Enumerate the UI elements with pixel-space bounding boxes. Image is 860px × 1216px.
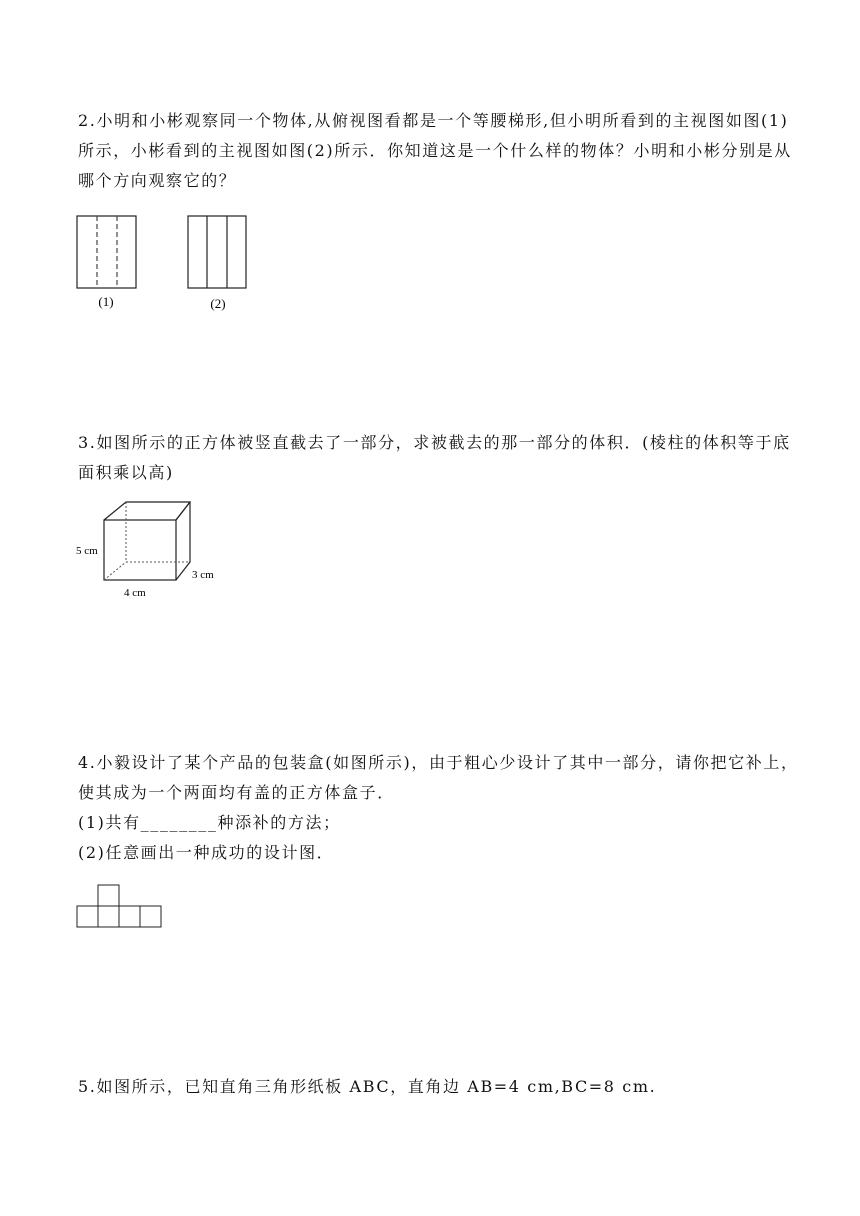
q3-line-1: 3.如图所示的正方体被竖直截去了一部分，求被截去的那一部分的体积．(棱柱的体积等于底 — [78, 433, 791, 452]
question-3-text — [78, 428, 791, 488]
width-label: 4 cm — [124, 587, 146, 599]
depth-label: 3 cm — [192, 569, 214, 581]
q4-line-3: (1)共有________种添补的方法； — [78, 813, 341, 832]
question-2-text — [78, 106, 792, 196]
q3-line-2: 面积乘以高) — [78, 463, 174, 482]
q4-line-4: (2)任意画出一种成功的设计图． — [78, 843, 335, 862]
q2-line-1: 2.小明和小彬观察同一个物体,从俯视图看都是一个等腰梯形,但小明所看到的主视图如图(1) — [78, 111, 789, 130]
front-view-1 — [77, 216, 136, 288]
height-label: 5 cm — [76, 545, 98, 557]
front-view-2 — [188, 216, 246, 288]
q2-line-2: 所示，小彬看到的主视图如图(2)所示．你知道这是一个什么样的物体？小明和小彬分别是从 — [78, 141, 792, 160]
q3-cube-figure — [74, 496, 224, 604]
q2-line-3: 哪个方向观察它的？ — [78, 171, 237, 190]
fig2-caption: (2) — [210, 296, 226, 311]
q4-net-figure — [76, 882, 168, 930]
fig1-caption: (1) — [98, 294, 114, 309]
q5-line-1: 5.如图所示，已知直角三角形纸板 ABC，直角边 AB=4 cm,BC=8 cm. — [78, 1077, 657, 1096]
q4-line-2: 使其成为一个两面均有盖的正方体盒子． — [78, 783, 395, 802]
q2-views-figure — [70, 210, 260, 320]
question-5-text — [78, 1072, 784, 1102]
q4-line-1: 4.小毅设计了某个产品的包装盒(如图所示)，由于粗心少设计了其中一部分，请你把它补上， — [78, 753, 799, 772]
question-4-text — [78, 748, 799, 868]
